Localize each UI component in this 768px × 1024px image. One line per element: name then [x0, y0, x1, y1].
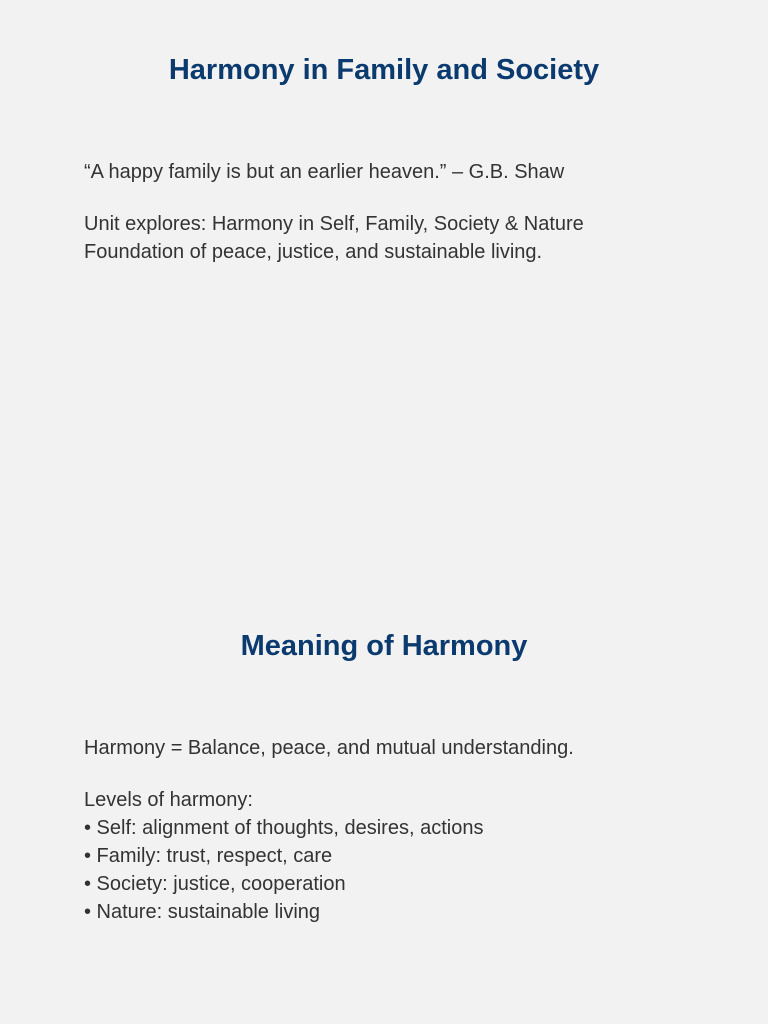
slide-title: Meaning of Harmony [240, 630, 528, 662]
level-item: • Family: trust, respect, care [84, 845, 333, 867]
unit-summary [84, 210, 724, 266]
level-item: • Society: justice, cooperation [84, 873, 346, 895]
shaw-quote: “A happy family is but an earlier heaven.” – G.B. Shaw [84, 161, 565, 183]
harmony-definition: Harmony = Balance, peace, and mutual understanding. [84, 737, 574, 759]
level-item: • Self: alignment of thoughts, desires, actions [84, 817, 484, 839]
level-item: • Nature: sustainable living [84, 901, 321, 923]
unit-summary-line: Unit explores: Harmony in Self, Family, Society & Nature [84, 213, 584, 235]
levels-of-harmony [84, 786, 724, 926]
levels-heading: Levels of harmony: [84, 789, 253, 811]
slide-meaning-of-harmony [0, 576, 768, 1024]
unit-summary-line: Foundation of peace, justice, and sustainable living. [84, 241, 543, 263]
slide-title: Harmony in Family and Society [168, 54, 600, 86]
